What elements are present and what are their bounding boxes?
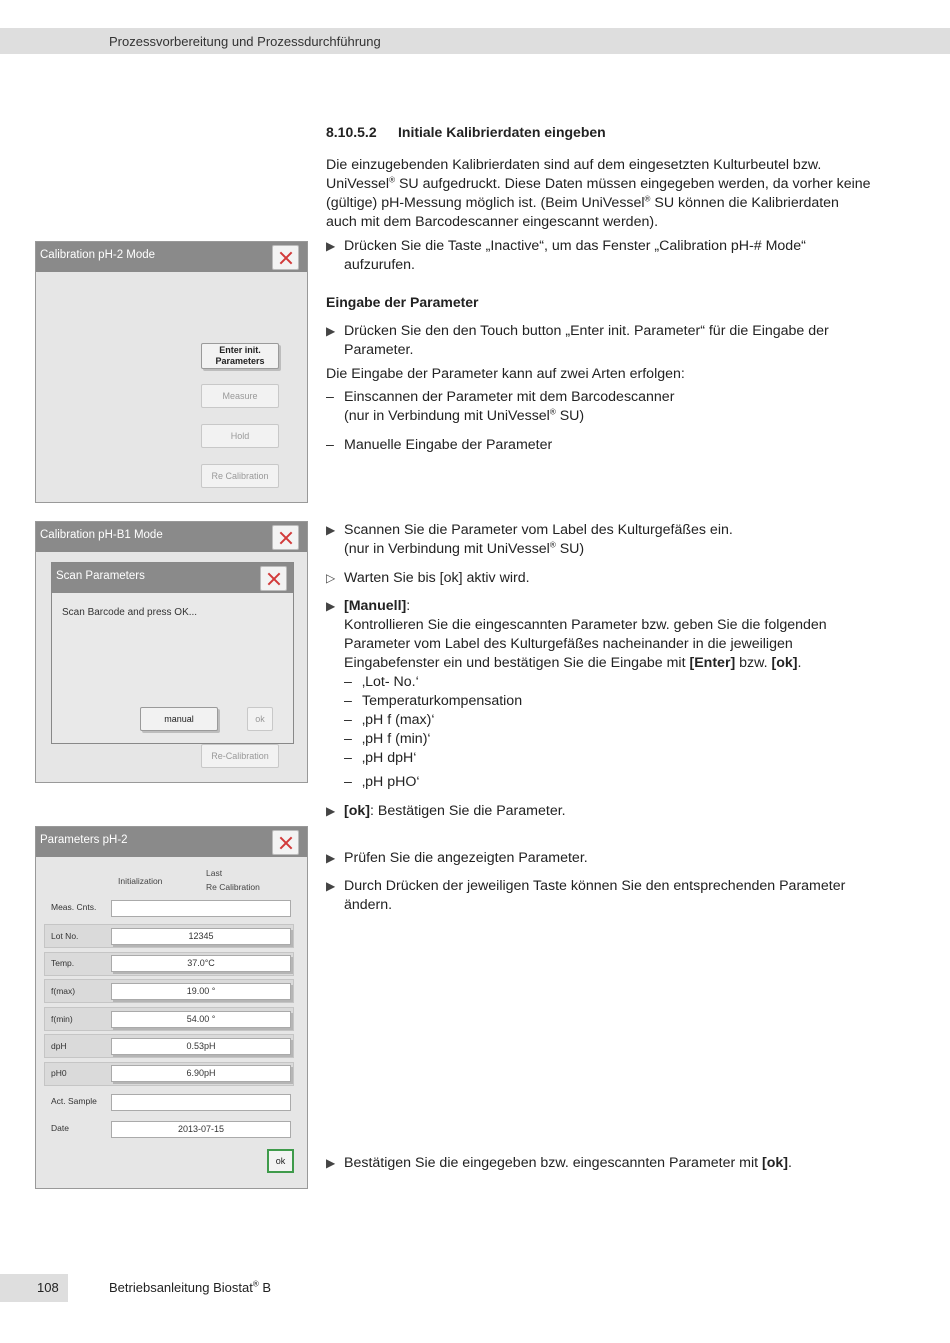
param-field-date: 2013-07-15 xyxy=(111,1121,291,1138)
parameter-list xyxy=(344,673,871,792)
close-icon[interactable] xyxy=(272,830,299,855)
entry-methods-intro: Die Eingabe der Parameter kann auf zwei Arten erfolgen: xyxy=(326,366,685,382)
arrow-bullet-icon: ▶ xyxy=(326,324,336,338)
param-button-fmax[interactable]: 19.00 ° xyxy=(111,983,291,1000)
ok-button[interactable]: ok xyxy=(247,707,273,731)
calibration-mode-screenshot xyxy=(35,241,308,503)
list-item: – ‚pH pHO‘ xyxy=(344,773,871,792)
list-item: – ‚pH dpH‘ xyxy=(344,749,871,768)
step-scan: ▶ Scannen Sie die Parameter vom Label des Kulturgefäßes ein. (nur in Verbindung mit UniVessel® SU) xyxy=(326,522,733,557)
param-button-lot-no[interactable]: 12345 xyxy=(111,928,291,945)
param-field-act-sample xyxy=(111,1094,291,1111)
section-heading xyxy=(326,124,606,140)
list-item: – Temperaturkompensation xyxy=(344,692,871,711)
footer-title: Betriebsanleitung Biostat® B xyxy=(109,1279,272,1295)
intro-line: (gültige) pH-Messung möglich ist. (Beim UniVessel® SU können die Kalibrierdaten xyxy=(326,194,839,211)
list-item: – ‚Lot- No.‘ xyxy=(344,673,871,692)
intro-line: Die einzugebenden Kalibrierdaten sind auf dem eingesetzten Kulturbeutel bzw. xyxy=(326,157,822,173)
dialog-title-bar xyxy=(52,563,293,593)
close-icon[interactable] xyxy=(272,245,299,270)
window-title: Calibration pH-B1 Mode xyxy=(40,529,163,541)
window-title-bar xyxy=(36,522,307,552)
column-header-initialization: Initialization xyxy=(118,876,163,886)
step-change: ▶ Durch Drücken der jeweiligen Taste können Sie den entsprechenden Parameter ändern. xyxy=(326,878,846,913)
method-scan: – Einscannen der Parameter mit dem Barcodescanner (nur in Verbindung mit UniVessel® SU) xyxy=(326,389,675,424)
section-number: 8.10.5.2 xyxy=(326,124,377,140)
column-header-last-recalibration: Last Re Calibration xyxy=(206,868,260,892)
arrow-bullet-icon: ▶ xyxy=(326,599,336,613)
param-field-meas-cnts xyxy=(111,900,291,917)
step-final: ▶ Bestätigen Sie die eingegeben bzw. eingescannten Parameter mit [ok]. xyxy=(326,1155,792,1171)
running-header xyxy=(0,28,950,54)
param-button-fmin[interactable]: 54.00 ° xyxy=(111,1011,291,1028)
hollow-arrow-bullet-icon: ▷ xyxy=(326,571,336,585)
step-inactive: ▶ Drücken Sie die Taste „Inactive“, um das Fenster „Calibration pH-# Mode“ aufzurufen. xyxy=(326,238,806,273)
param-button-dph[interactable]: 0.53pH xyxy=(111,1038,291,1055)
param-button-ph0[interactable]: 6.90pH xyxy=(111,1065,291,1082)
re-calibration-button[interactable]: Re-Calibration xyxy=(201,744,279,768)
param-label-date: Date xyxy=(51,1123,69,1133)
param-label-ph0: pH0 xyxy=(51,1068,67,1078)
arrow-bullet-icon: ▶ xyxy=(326,523,336,537)
measure-button[interactable]: Measure xyxy=(201,384,279,408)
step-manual: ▶ [Manuell]: Kontrollieren Sie die eingescannten Parameter bzw. geben Sie die folgenden Parameter vom Label des Kulturgefäßes nacheinander in die jeweiligen Eingabefenster ein und bestätigen Sie die Eingabe mit [Enter] bzw. [ok]. – ‚Lot- No.‘ – Temperaturkompensation – ‚pH f (max)‘ – ‚pH f (min)‘ – ‚pH dpH‘ – ‚pH pHO‘ xyxy=(326,597,871,792)
scan-parameters-screenshot xyxy=(35,521,308,783)
re-calibration-button[interactable]: Re Calibration xyxy=(201,464,279,488)
enter-init-parameters-button[interactable]: Enter init. Parameters xyxy=(201,343,279,369)
step-enter-params: ▶ Drücken Sie den den Touch button „Enter init. Parameter“ für die Eingabe der Parameter. xyxy=(326,323,829,358)
close-icon[interactable] xyxy=(272,525,299,550)
subheading-parameters: Eingabe der Parameter xyxy=(326,294,479,310)
section-title: Initiale Kalibrierdaten eingeben xyxy=(398,124,606,140)
window-title: Parameters pH-2 xyxy=(40,834,128,846)
param-label-meas-cnts: Meas. Cnts. xyxy=(51,902,97,912)
list-item: – ‚pH f (min)‘ xyxy=(344,730,871,749)
intro-paragraph xyxy=(326,156,871,232)
parameters-screenshot xyxy=(35,826,308,1189)
arrow-bullet-icon: ▶ xyxy=(326,851,336,865)
arrow-bullet-icon: ▶ xyxy=(326,804,336,818)
arrow-bullet-icon: ▶ xyxy=(326,239,336,253)
ok-button[interactable]: ok xyxy=(267,1149,294,1173)
method-manual: – Manuelle Eingabe der Parameter xyxy=(326,437,553,453)
list-item: – ‚pH f (max)‘ xyxy=(344,711,871,730)
close-icon[interactable] xyxy=(260,566,287,591)
step-check: ▶ Prüfen Sie die angezeigten Parameter. xyxy=(326,850,588,866)
step-confirm: ▶ [ok]: Bestätigen Sie die Parameter. xyxy=(326,803,566,819)
param-label-temp: Temp. xyxy=(51,958,75,968)
scan-parameters-dialog xyxy=(51,562,294,744)
dialog-title: Scan Parameters xyxy=(56,570,145,582)
arrow-bullet-icon: ▶ xyxy=(326,879,336,893)
hold-button[interactable]: Hold xyxy=(201,424,279,448)
window-title: Calibration pH-2 Mode xyxy=(40,249,156,261)
arrow-bullet-icon: ▶ xyxy=(326,1156,336,1170)
step-wait: ▷ Warten Sie bis [ok] aktiv wird. xyxy=(326,570,530,586)
window-title-bar xyxy=(36,827,307,857)
param-button-temp[interactable]: 37.0°C xyxy=(111,955,291,972)
param-label-fmin: f(min) xyxy=(51,1014,73,1024)
param-label-lot-no: Lot No. xyxy=(51,931,79,941)
header-title: Prozessvorbereitung und Prozessdurchführung xyxy=(109,34,381,49)
param-label-act-sample: Act. Sample xyxy=(51,1096,97,1106)
window-title-bar xyxy=(36,242,307,272)
intro-line: UniVessel® SU aufgedruckt. Diese Daten müssen eingegeben werden, da vorher keine xyxy=(326,175,871,192)
intro-line: auch mit dem Barcodescanner eingescannt werden). xyxy=(326,214,659,230)
page-number: 108 xyxy=(37,1280,59,1295)
param-label-dph: dpH xyxy=(51,1041,67,1051)
manual-button[interactable]: manual xyxy=(140,707,218,731)
dialog-message: Scan Barcode and press OK... xyxy=(62,607,198,618)
param-label-fmax: f(max) xyxy=(51,986,76,996)
